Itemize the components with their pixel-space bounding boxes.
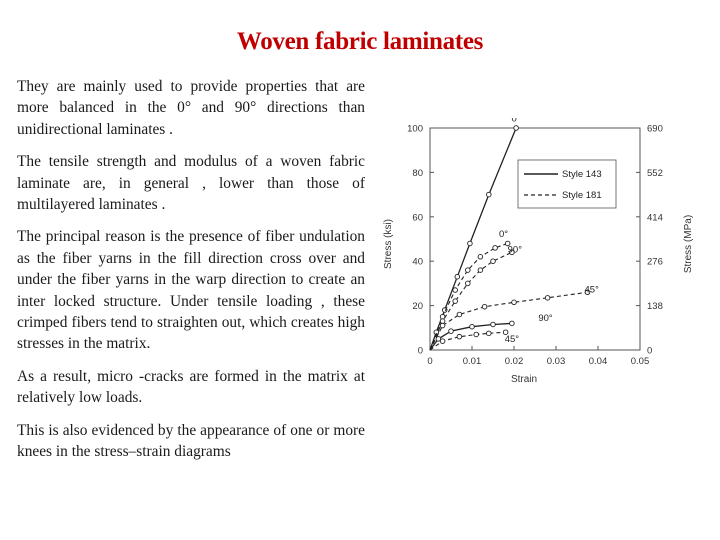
data-point: [455, 274, 460, 279]
data-point: [468, 241, 473, 246]
series-label: 90°: [507, 244, 523, 256]
y-tick-label-right: 138: [647, 301, 663, 313]
data-point: [491, 322, 496, 327]
y-tick-label-right: 552: [647, 167, 663, 179]
data-point: [493, 246, 498, 251]
data-point: [474, 332, 479, 337]
paragraph: They are mainly used to provide properties that are more balanced in the 0° and 90° directions than unidirectional laminates .: [17, 78, 365, 138]
series-label: 0°: [498, 228, 509, 240]
data-point: [491, 259, 496, 264]
paragraph: As a result, micro -cracks are formed in the matrix at relatively low loads.: [17, 367, 365, 407]
data-point: [466, 281, 471, 286]
data-point: [440, 314, 445, 319]
data-point: [457, 334, 462, 339]
data-point: [478, 254, 483, 259]
data-point: [512, 300, 517, 305]
y-tick-label-left: 40: [412, 256, 423, 268]
y-tick-label-left: 60: [412, 212, 423, 224]
y-tick-label-right: 690: [647, 123, 663, 135]
data-point: [470, 324, 475, 329]
data-point: [514, 126, 519, 131]
data-point: [510, 321, 515, 326]
x-tick-label: 0: [427, 356, 433, 367]
paragraph: The principal reason is the presence of fiber undulation as the fiber yarns in the fill direction cross over and under the fiber yarns in the warp direction to create an inter locked structure. Under tensile loading , these crimped fibers tend to straighten out, which creates high stresses in the matrix.: [17, 228, 365, 353]
paragraph: The tensile strength and modulus of a woven fabric laminate are, in general , lower than those of multilayered laminates .: [17, 153, 365, 214]
data-point: [482, 304, 487, 309]
data-point: [440, 319, 445, 324]
data-point: [440, 339, 445, 344]
series-label: 45°: [584, 284, 599, 296]
series-label: 90°: [538, 313, 553, 325]
data-point: [478, 268, 483, 273]
body-text: [17, 76, 365, 474]
legend: [518, 160, 616, 208]
y-tick-label-left: 20: [412, 301, 423, 313]
x-tick-label: 0.02: [504, 356, 524, 367]
x-tick-label: 0.04: [588, 356, 608, 367]
paragraph: This is also evidenced by the appearance of one or more knees in the stress–strain diagrams: [17, 421, 365, 461]
y-tick-label-left: 0: [417, 345, 423, 357]
y-tick-label-left: 80: [412, 167, 423, 179]
y-tick-label-right: 276: [647, 256, 663, 268]
y-tick-label-right: 414: [647, 212, 663, 224]
data-point: [453, 288, 458, 293]
x-tick-label: 0.01: [462, 356, 482, 367]
chart-svg: [375, 118, 705, 393]
series: [430, 118, 599, 350]
x-axis-label: Strain: [510, 374, 538, 385]
stress-strain-chart: [375, 118, 705, 393]
slide-title: Woven fabric laminates: [236, 28, 484, 55]
data-point: [545, 296, 550, 301]
y-tick-label-right: 0: [647, 345, 653, 357]
y-axis-label-right: Stress (MPa): [683, 214, 694, 274]
data-point: [440, 323, 445, 328]
y-axis-label-left: Stress (ksi): [383, 219, 394, 269]
x-tick-label: 0.03: [546, 356, 566, 367]
legend-label: Style 143: [562, 169, 602, 180]
x-tick-label: 0.05: [630, 356, 650, 367]
data-point: [449, 329, 454, 334]
data-point: [457, 312, 462, 317]
series-label: 0°: [511, 118, 521, 125]
data-point: [487, 331, 492, 336]
y-tick-label-left: 100: [407, 123, 423, 135]
data-point: [466, 268, 471, 273]
legend-label: Style 181: [562, 190, 602, 201]
series-label: 45°: [504, 334, 520, 346]
data-point: [487, 192, 492, 197]
data-point: [453, 299, 458, 304]
